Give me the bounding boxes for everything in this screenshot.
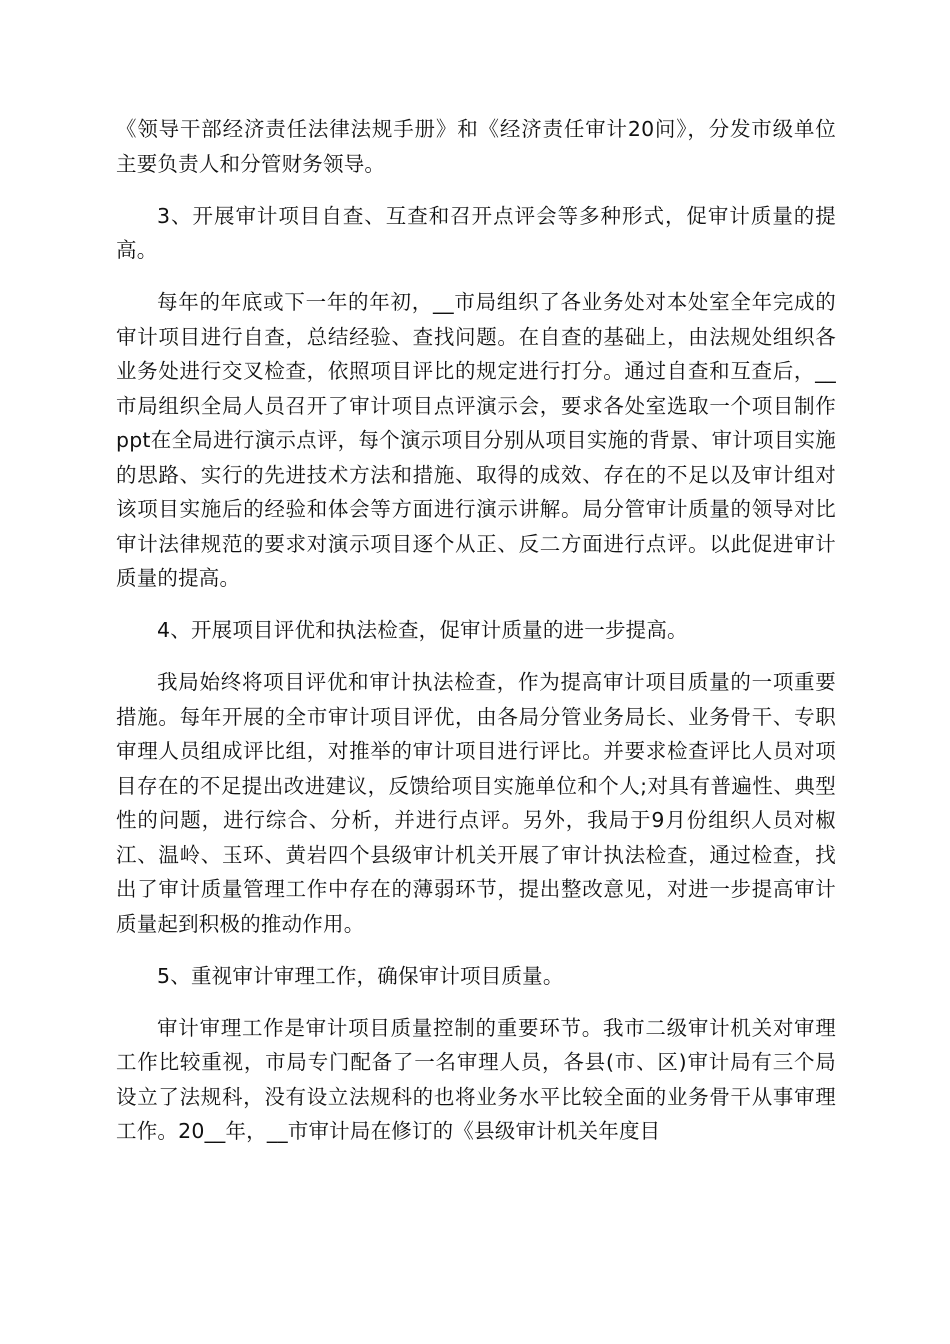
paragraph: 我局始终将项目评优和审计执法检查，作为提高审计项目质量的一项重要措施。每年开展的全市审计项目评优，由各局分管业务局长、业务骨干、专职审理人员组成评比组，对推举的审计项目进行评比。并要求检查评比人员对项目存在的不足提出改进建议，反馈给项目实施单位和个人;对具有普遍性、典型性的问题，进行综合、分析，并进行点评。另外，我局于9月份组织人员对椒江、温岭、玉环、黄岩四个县级审计机关开展了审计执法检查，通过检查，找出了审计质量管理工作中存在的薄弱环节，提出整改意见，对进一步提高审计质量起到积极的推动作用。 — [116, 670, 836, 936]
paragraph: 《领导干部经济责任法律法规手册》和《经济责任审计20问》，分发市级单位主要负责人和分管财务领导。 — [116, 117, 836, 176]
document-body — [116, 112, 836, 1166]
paragraph: 每年的年底或下一年的年初，__市局组织了各业务处对本处室全年完成的审计项目进行自查，总结经验、查找问题。在自查的基础上，由法规处组织各业务处进行交叉检查，依照项目评比的规定进行打分。通过自查和互查后，__市局组织全局人员召开了审计项目点评演示会，要求各处室选取一个项目制作ppt在全局进行演示点评，每个演示项目分别从项目实施的背景、审计项目实施的思路、实行的先进技术方法和措施、取得的成效、存在的不足以及审计组对该项目实施后的经验和体会等方面进行演示讲解。局分管审计质量的领导对比审计法律规范的要求对演示项目逐个从正、反二方面进行点评。以此促进审计质量的提高。 — [116, 290, 836, 590]
section-heading: 3、开展审计项目自查、互查和召开点评会等多种形式，促审计质量的提高。 — [116, 203, 836, 262]
section-heading: 4、开展项目评优和执法检查，促审计质量的进一步提高。 — [157, 618, 688, 642]
paragraph: 审计审理工作是审计项目质量控制的重要环节。我市二级审计机关对审理工作比较重视，市局专门配备了一名审理人员，各县(市、区)审计局有三个局设立了法规科，没有设立法规科的也将业务水平比较全面的业务骨干从事审理工作。20__年，__市审计局在修订的《县级审计机关年度目 — [116, 1015, 836, 1143]
section-heading: 5、重视审计审理工作，确保审计项目质量。 — [157, 963, 564, 988]
